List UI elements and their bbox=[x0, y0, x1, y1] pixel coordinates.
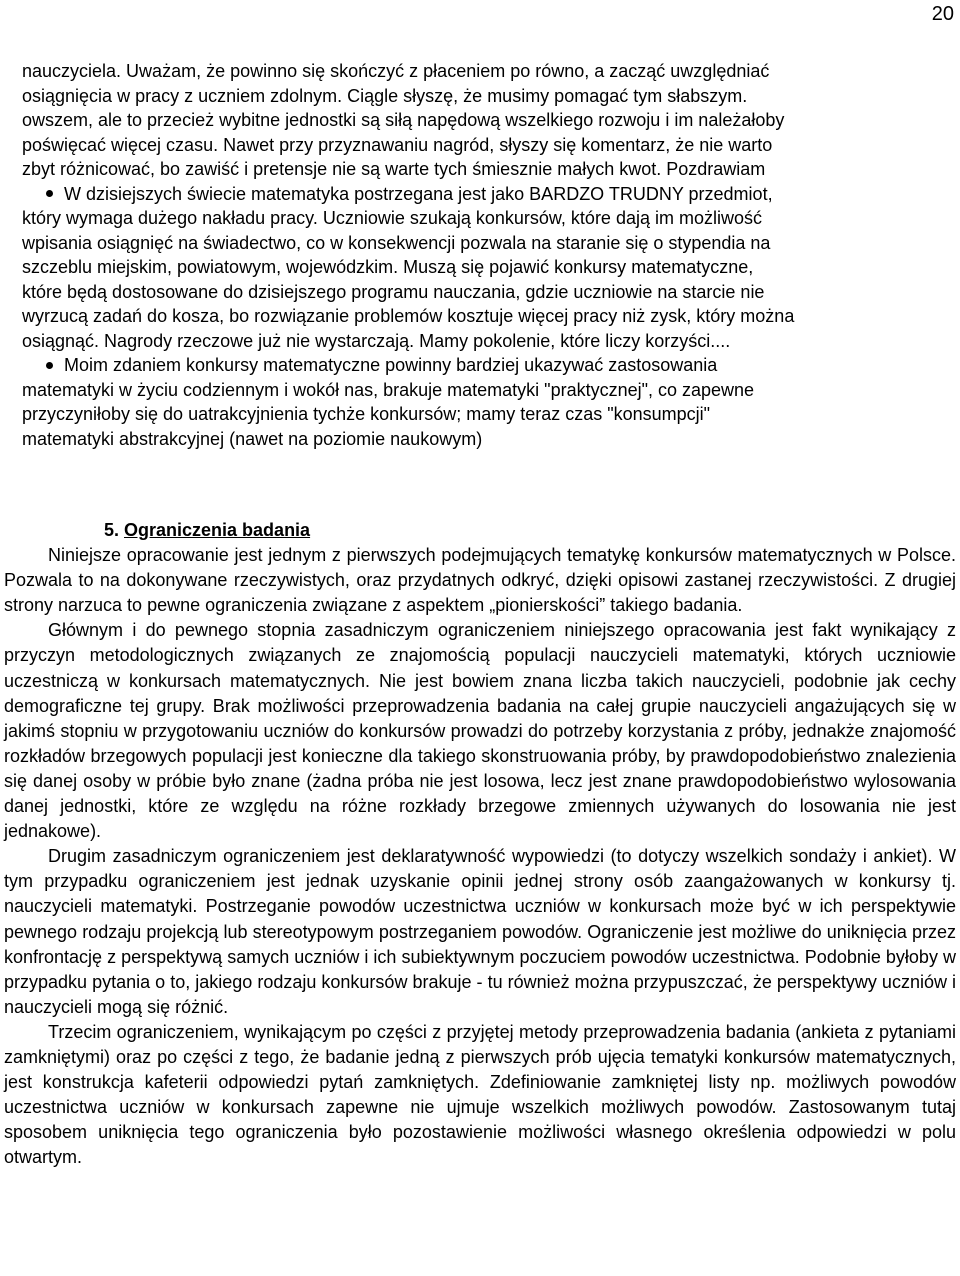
paragraph: Głównym i do pewnego stopnia zasadniczym ograniczeniem niniejszego opracowania jest fakt wynikający z przyczyn metodologicznych związanych ze znajomością populacji nauczycieli matematyki, których uczniowie uczestniczą w konkursach matematycznych. Nie jest bowiem znana liczba takich nauczycieli, podobnie jak cechy demograficzne tej grupy. Brak możliwości przeprowadzenia badania na całej grupie nauczycieli angażujących się w jakimś stopniu w przygotowaniu uczniów do konkursów prowadzi do potrzeby korzystania z próby, jednakże znajomość rozkładów brzegowych populacji jest konieczne dla takiego skonstruowania próby, by prawdopodobieństwo znalezienia się danej osoby w próbie było znane (żadna próba nie jest losowa, lecz jest znane prawdopodobieństwo wylosowania danej jednostki, które ze względu na różne rozkłady brzegowe zmiennych używanych do losowania nie jest jednakowe). bbox=[4, 620, 956, 842]
quote-line: poświęcać więcej czasu. Nawet przy przyznawaniu nagród, słyszy się komentarz, że nie warto bbox=[22, 134, 773, 155]
quote-line: który wymaga dużego nakładu pracy. Uczniowie szukają konkursów, które dają im możliwość bbox=[22, 208, 762, 228]
quote-line: osiągnąć. Nagrody rzeczowe już nie wystarczają. Mamy pokolenie, które liczy korzyści.... bbox=[22, 330, 731, 351]
quote-line: matematyki w życiu codziennym i wokół nas, brakuje matematyki "praktycznej", co zapewne bbox=[22, 379, 755, 400]
section-title: Ograniczenia badania bbox=[124, 520, 311, 540]
quote-line: wyrzucą zadań do kosza, bo rozwiązanie problemów kosztuje więcej pracy niż zysk, który można bbox=[22, 306, 795, 326]
bullet-item bbox=[22, 182, 934, 207]
page-number: 20 bbox=[931, 3, 954, 25]
paragraph: Niniejsze opracowanie jest jednym z pierwszych podejmujących tematykę konkursów matematycznych w Polsce. Pozwala to na dokonywane rzeczywistych, oraz przydatnych odkryć, dzięki opisowi zastanej rzeczywistości. Z drugiej strony narzuca to pewne ograniczenia związane z aspektem „pionierskości” takiego badania. bbox=[4, 545, 956, 616]
bullet-icon bbox=[46, 362, 53, 369]
bullet-icon bbox=[46, 190, 53, 197]
quote-line: nauczyciela. Uważam, że powinno się skończyć z płaceniem po równo, a zacząć uwzględniać bbox=[22, 61, 770, 81]
quote-line: które będą dostosowane do dzisiejszego programu nauczania, gdzie uczniowie na starcie nie bbox=[22, 281, 765, 302]
quote-line: wpisania osiągnięć na świadectwo, co w konsekwencji pozwala na staranie się o stypendia na bbox=[22, 232, 771, 253]
section-heading bbox=[4, 518, 956, 543]
quote-line: matematyki abstrakcyjnej (nawet na poziomie naukowym) bbox=[22, 428, 483, 449]
respondent-quotes bbox=[22, 59, 934, 451]
quote-line: owszem, ale to przecież wybitne jednostki są siłą napędową wszelkiego rozwoju i im należałoby bbox=[22, 110, 785, 130]
section-number: 5. bbox=[104, 520, 120, 540]
section-limitations bbox=[4, 518, 956, 1170]
quote-line: przyczyniłoby się do uatrakcyjnienia tychże konkursów; mamy teraz czas "konsumpcji" bbox=[22, 404, 711, 424]
quote-line: zbyt różnicować, bo zawiść i pretensje nie są warte tych śmiesznie małych kwot. Pozdrawiam bbox=[22, 159, 766, 179]
bullet-item bbox=[22, 353, 934, 378]
paragraph: Trzecim ograniczeniem, wynikającym po części z przyjętej metody przeprowadzenia badania (ankieta z pytaniami zamkniętymi) oraz po części z tego, że badanie jedną z pierwszych prób ujęcia tematyki konkursów matematycznych, jest konstrukcja kafeterii odpowiedzi pytań zamkniętych. Zdefiniowanie zamkniętej listy np. możliwych powodów uczestnictwa uczniów w konkursach zapewne nie ujmuje wszelkich możliwych powodów. Zastosowanym tutaj sposobem uniknięcia tego ograniczenia było pozostawienie możliwości własnego określenia odpowiedzi w polu otwartym. bbox=[4, 1021, 956, 1168]
quote-line-text: Moim zdaniem konkursy matematyczne powinny bardziej ukazywać zastosowania bbox=[64, 355, 718, 375]
quote-line-text: W dzisiejszych świecie matematyka postrzegana jest jako BARDZO TRUDNY przedmiot, bbox=[64, 183, 773, 204]
quote-line: osiągnięcia w pracy z uczniem zdolnym. Ciągle słyszę, że musimy pomagać tym słabszym. bbox=[22, 85, 748, 106]
paragraph: Drugim zasadniczym ograniczeniem jest deklaratywność wypowiedzi (to dotyczy wszelkich sondaży i ankiet). W tym przypadku ograniczeniem jest jednak uzyskanie opinii jednej strony osób zaangażowanych w konkursy tj. nauczycieli matematyki. Postrzeganie powodów uczestnictwa uczniów w konkursach może być w ich perspektywie pewnego rodzaju projekcją lub stereotypowym postrzeganiem powodów. Ograniczenie jest możliwe do uniknięcia przez konfrontację z perspektywą samych uczniów i ich subiektywnym poczuciem powodów uczestnictwa. Podobnie byłoby w przypadku pytania o to, jakiego rodzaju konkursów brakuje - tu również można przypuszczać, że perspektywy uczniów i nauczycieli mogą się różnić. bbox=[4, 846, 956, 1017]
quote-line: szczeblu miejskim, powiatowym, wojewódzkim. Muszą się pojawić konkursy matematyczne, bbox=[22, 257, 754, 277]
